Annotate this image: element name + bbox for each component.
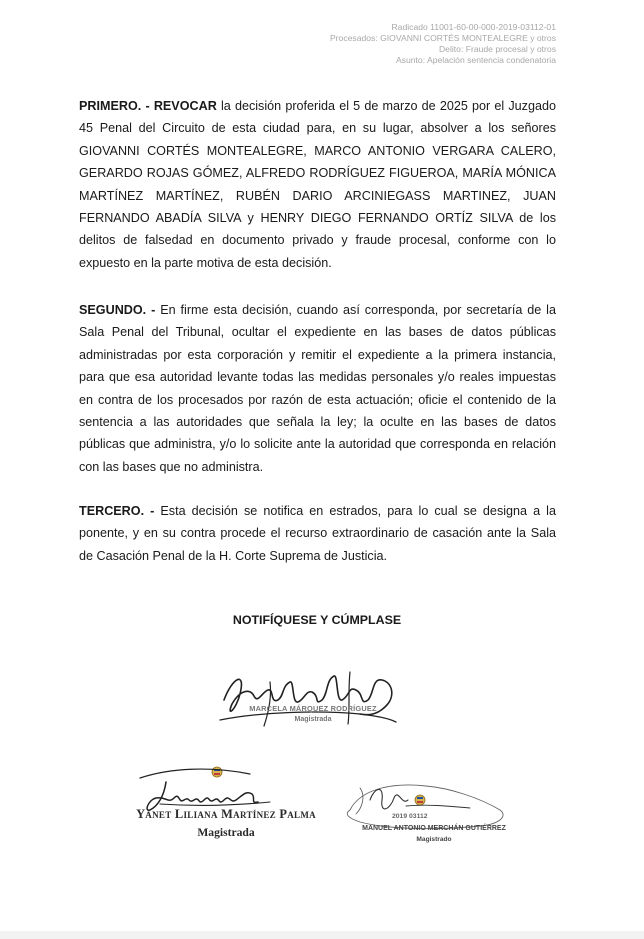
signatory-name-manuel: MANUEL ANTONIO MERCHÁN GUTIÉRREZ — [362, 825, 506, 832]
tercero-label: TERCERO. - — [79, 504, 161, 518]
coat-of-arms-icon — [415, 795, 425, 805]
signature-yanet — [100, 760, 330, 850]
header-asunto: Asunto: Apelación sentencia condenatoria — [395, 55, 556, 65]
signature-manuel — [330, 770, 530, 860]
closing-formula: NOTIFÍQUESE Y CÚMPLASE — [232, 613, 402, 627]
resolution-tercero — [79, 500, 556, 567]
primero-label: PRIMERO. - — [79, 99, 154, 113]
case-header — [196, 22, 556, 66]
segundo-label: SEGUNDO. - — [79, 303, 161, 317]
handwritten-signature-marcela — [210, 660, 410, 740]
signatory-role-manuel: Magistrado — [416, 836, 452, 843]
resolution-segundo — [79, 299, 556, 478]
handwritten-signature-manuel — [330, 770, 530, 860]
header-radicado: Radicado 11001-60-00-000-2019-03112-01 — [391, 22, 556, 32]
signatory-role-yanet: Magistrada — [197, 826, 255, 839]
primero-text: la decisión proferida el 5 de marzo de 2025 por el Juzgado 45 Penal del Circuito de esta ciudad para, en su lugar, absolver a los señores GIOVANNI CORTÉS MONTEALEGRE, MARCO ANTONIO VERGARA CALERO, GERARDO ROJAS GÓMEZ, ALFREDO RODRÍGUEZ FIGUEROA, MARÍA MÓNICA MARTÍNEZ MARTÍNEZ, RUBÉN DARIO ARCINIEGASS MARTINEZ, JUAN FERNANDO ABADÍA SILVA y HENRY DIEGO FERNANDO ORTÍZ SILVA de los delitos de falsedad en documento privado y fraude procesal, conforme con lo expuesto en la parte motiva de esta decisión. — [79, 99, 556, 270]
segundo-text: En firme esta decisión, cuando así corresponda, por secretaría de la Sala Penal del Tribunal, ocultar el expediente en las bases de datos públicas administradas por esta corporación y remitir el expediente a la primera instancia, para que esa autoridad levante todas las medidas personales y/o reales impuestas en contra de los procesados por razón de esta actuación; oficie el contenido de la sentencia a las autoridades que señala la ley; la oculte en las bases de datos públicas que administra, y/o lo solicite ante la autoridad que corresponda en relación con las bases que no administra. — [79, 303, 556, 474]
header-delito: Delito: Fraude procesal y otros — [438, 44, 556, 54]
signatory-role-marcela: Magistrada — [294, 716, 332, 723]
signatory-name-marcela: MARCELA MÁRQUEZ RODRÍGUEZ — [249, 704, 377, 713]
coat-of-arms-icon — [212, 767, 222, 777]
signatory-radicado-manuel: 2019 03112 — [392, 813, 428, 820]
tercero-text: Esta decisión se notifica en estrados, para lo cual se designa a la ponente, y en su contra procede el recurso extraordinario de casación ante la Sala de Casación Penal de la H. Corte Suprema de Justicia. — [79, 504, 556, 563]
page-bottom-edge — [0, 931, 644, 939]
resolution-primero — [79, 95, 556, 274]
header-procesados: Procesados: GIOVANNI CORTÉS MONTEALEGRE y otros — [329, 33, 556, 43]
signature-marcela — [210, 660, 410, 740]
primero-verb: REVOCAR — [153, 99, 217, 113]
signatory-name-yanet: Yanet Liliana Martínez Palma — [136, 807, 316, 821]
